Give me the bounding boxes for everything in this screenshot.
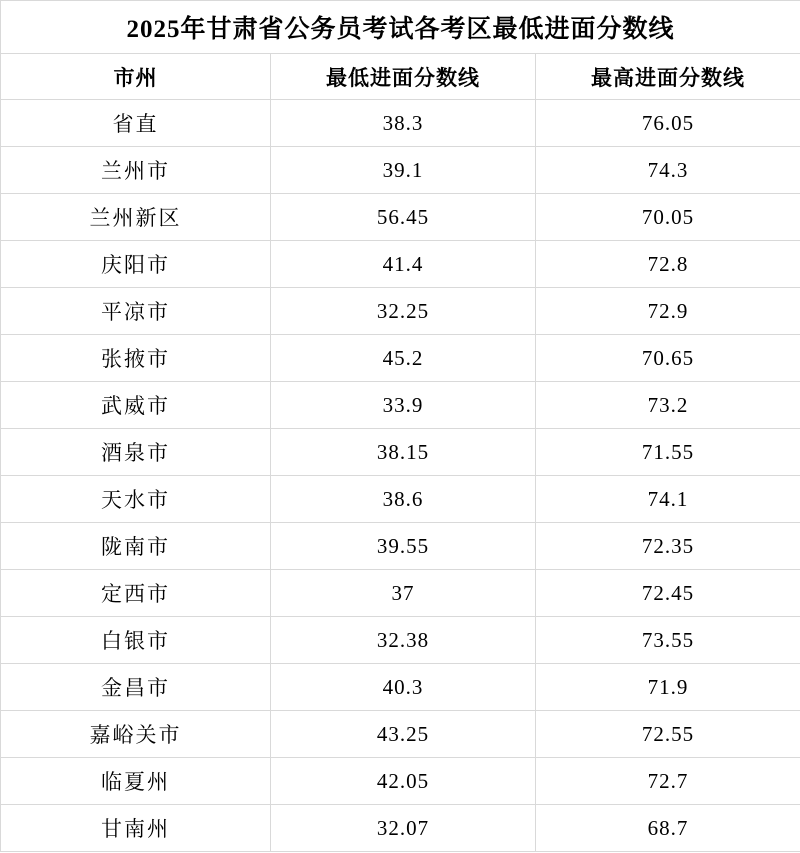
- cell-min-score: 42.05: [271, 758, 536, 805]
- cell-max-score: 72.45: [536, 570, 800, 617]
- cell-region: 甘南州: [1, 805, 271, 852]
- cell-max-score: 70.05: [536, 194, 800, 241]
- cell-region: 白银市: [1, 617, 271, 664]
- table-row: [1, 664, 800, 711]
- column-header-region: 市州: [1, 54, 271, 100]
- cell-min-score: 38.15: [271, 429, 536, 476]
- table-row: [1, 100, 800, 147]
- cell-max-score: 73.55: [536, 617, 800, 664]
- cell-min-score: 32.07: [271, 805, 536, 852]
- cell-min-score: 32.38: [271, 617, 536, 664]
- cell-region: 嘉峪关市: [1, 711, 271, 758]
- cell-region: 兰州市: [1, 147, 271, 194]
- table-row: [1, 523, 800, 570]
- table-row: [1, 617, 800, 664]
- cell-region: 武威市: [1, 382, 271, 429]
- table-row: [1, 288, 800, 335]
- table-row: [1, 241, 800, 288]
- cell-max-score: 74.1: [536, 476, 800, 523]
- cell-max-score: 72.55: [536, 711, 800, 758]
- table-row: [1, 335, 800, 382]
- cell-min-score: 56.45: [271, 194, 536, 241]
- table-row: [1, 570, 800, 617]
- cell-region: 金昌市: [1, 664, 271, 711]
- cell-min-score: 37: [271, 570, 536, 617]
- page-title: 2025年甘肃省公务员考试各考区最低进面分数线: [1, 1, 800, 54]
- column-header-max-score: 最高进面分数线: [536, 54, 800, 100]
- cell-min-score: 38.3: [271, 100, 536, 147]
- cell-max-score: 70.65: [536, 335, 800, 382]
- cell-min-score: 39.55: [271, 523, 536, 570]
- table-row: [1, 147, 800, 194]
- cell-min-score: 43.25: [271, 711, 536, 758]
- table-row: [1, 429, 800, 476]
- cell-region: 酒泉市: [1, 429, 271, 476]
- cell-max-score: 72.7: [536, 758, 800, 805]
- cell-max-score: 74.3: [536, 147, 800, 194]
- cell-region: 兰州新区: [1, 194, 271, 241]
- table-row: [1, 805, 800, 852]
- cell-max-score: 76.05: [536, 100, 800, 147]
- cell-region: 平凉市: [1, 288, 271, 335]
- cell-region: 张掖市: [1, 335, 271, 382]
- cell-region: 庆阳市: [1, 241, 271, 288]
- cell-max-score: 73.2: [536, 382, 800, 429]
- cell-region: 定西市: [1, 570, 271, 617]
- cell-min-score: 33.9: [271, 382, 536, 429]
- cell-max-score: 68.7: [536, 805, 800, 852]
- table-row: [1, 382, 800, 429]
- cell-min-score: 32.25: [271, 288, 536, 335]
- cell-region: 陇南市: [1, 523, 271, 570]
- table-row: [1, 758, 800, 805]
- column-header-min-score: 最低进面分数线: [271, 54, 536, 100]
- cell-region: 临夏州: [1, 758, 271, 805]
- cell-max-score: 71.55: [536, 429, 800, 476]
- table-header-row: [1, 54, 800, 100]
- cell-max-score: 72.9: [536, 288, 800, 335]
- table-row: [1, 711, 800, 758]
- cell-max-score: 72.35: [536, 523, 800, 570]
- cell-min-score: 38.6: [271, 476, 536, 523]
- table-body: [1, 1, 800, 852]
- cell-max-score: 71.9: [536, 664, 800, 711]
- cell-min-score: 45.2: [271, 335, 536, 382]
- table-row: [1, 476, 800, 523]
- cell-min-score: 41.4: [271, 241, 536, 288]
- table-title-row: [1, 1, 800, 54]
- cell-min-score: 40.3: [271, 664, 536, 711]
- cell-max-score: 72.8: [536, 241, 800, 288]
- cell-region: 天水市: [1, 476, 271, 523]
- table-row: [1, 194, 800, 241]
- cell-min-score: 39.1: [271, 147, 536, 194]
- cell-region: 省直: [1, 100, 271, 147]
